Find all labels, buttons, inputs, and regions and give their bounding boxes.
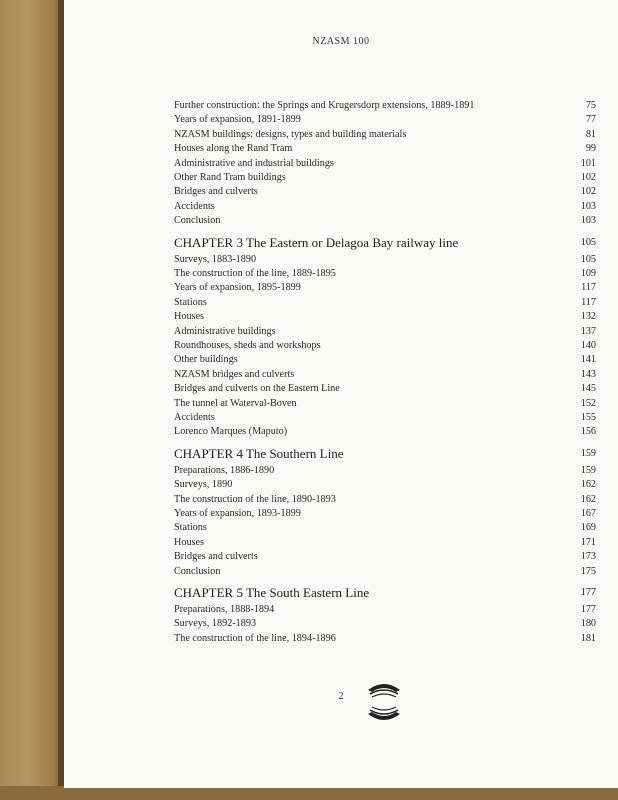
chapter-heading bbox=[174, 235, 596, 253]
entry-page: 103 bbox=[580, 215, 596, 227]
entry-page: 143 bbox=[580, 368, 596, 380]
chapter-title: CHAPTER 4 The Southern Line bbox=[174, 445, 344, 461]
entry-page: 175 bbox=[580, 565, 596, 577]
toc-entry bbox=[174, 426, 596, 440]
toc-entry bbox=[174, 551, 596, 565]
entry-title: Years of expansion, 1893-1899 bbox=[174, 508, 301, 519]
entry-page: 102 bbox=[580, 172, 596, 183]
toc-entry bbox=[174, 633, 596, 647]
entry-page: 105 bbox=[580, 236, 596, 248]
entry-title: Houses along the Rand Tram bbox=[174, 143, 293, 155]
entry-page: 159 bbox=[580, 464, 596, 476]
toc-entry bbox=[174, 114, 596, 128]
entry-page: 181 bbox=[580, 632, 596, 644]
toc-entry bbox=[174, 479, 596, 493]
entry-title: The construction of the line, 1894-1896 bbox=[174, 632, 336, 644]
toc-entry bbox=[174, 215, 596, 229]
toc-entry bbox=[174, 465, 596, 479]
entry-title: Bridges and culverts bbox=[174, 551, 258, 563]
entry-page: 117 bbox=[581, 296, 596, 308]
entry-page: 101 bbox=[580, 157, 596, 169]
entry-page: 103 bbox=[580, 200, 596, 212]
entry-title: Further construction: the Springs and Krugersdorp extensions, 1889-1891 bbox=[174, 100, 475, 111]
toc-entry bbox=[174, 398, 596, 412]
entry-page: 132 bbox=[580, 311, 596, 323]
entry-page: 162 bbox=[580, 493, 596, 505]
entry-page: 177 bbox=[580, 587, 596, 598]
entry-title: Roundhouses, sheds and workshops bbox=[174, 340, 321, 351]
entry-page: 169 bbox=[580, 522, 596, 534]
toc-entry bbox=[174, 369, 596, 383]
entry-title: Bridges and culverts bbox=[174, 186, 258, 198]
entry-title: Accidents bbox=[174, 412, 215, 423]
toc-entry bbox=[174, 100, 596, 114]
toc-entry bbox=[174, 522, 596, 536]
toc-entry bbox=[174, 618, 596, 632]
entry-page: 156 bbox=[580, 426, 596, 438]
entry-page: 117 bbox=[581, 282, 596, 294]
entry-page: 137 bbox=[580, 325, 596, 337]
entry-title: Bridges and culverts on the Eastern Line bbox=[174, 383, 340, 395]
entry-title: Houses bbox=[174, 536, 204, 548]
entry-page: 171 bbox=[580, 536, 596, 548]
page-bottom-edge bbox=[0, 786, 618, 800]
entry-title: Years of expansion, 1891-1899 bbox=[174, 114, 301, 126]
entry-title: Surveys, 1883-1890 bbox=[174, 253, 257, 265]
entry-title: The construction of the line, 1889-1895 bbox=[174, 268, 336, 279]
entry-page: 173 bbox=[580, 551, 596, 563]
toc-entry bbox=[174, 254, 596, 268]
entry-page: 81 bbox=[585, 128, 596, 140]
toc-entry bbox=[174, 340, 596, 354]
entry-title: Accidents bbox=[174, 200, 215, 212]
toc-entry bbox=[174, 129, 596, 143]
entry-page: 140 bbox=[580, 340, 596, 351]
entry-title: Other Rand Tram buildings bbox=[174, 172, 286, 183]
entry-title: Houses bbox=[174, 311, 204, 323]
entry-title: Conclusion bbox=[174, 215, 221, 227]
entry-title: Preparations, 1888-1894 bbox=[174, 604, 275, 615]
entry-title: Administrative and industrial buildings bbox=[174, 157, 334, 169]
toc-entry bbox=[174, 143, 596, 157]
entry-title: Stations bbox=[174, 522, 207, 534]
entry-title: The tunnel at Waterval-Boven bbox=[174, 397, 297, 409]
entry-title: NZASM bridges and culverts bbox=[174, 368, 295, 380]
toc-entry bbox=[174, 326, 596, 340]
entry-page: 180 bbox=[580, 618, 596, 630]
toc-entry bbox=[174, 311, 596, 325]
toc-entry bbox=[174, 383, 596, 397]
toc-entry bbox=[174, 297, 596, 311]
entry-page: 105 bbox=[580, 253, 596, 265]
entry-title: Administrative buildings bbox=[174, 325, 276, 337]
toc-entry bbox=[174, 537, 596, 551]
entry-page: 141 bbox=[580, 354, 596, 366]
chapter-title: CHAPTER 5 The South Eastern Line bbox=[174, 585, 370, 600]
page-number: 2 bbox=[338, 691, 344, 702]
entry-page: 152 bbox=[580, 397, 596, 409]
entry-title: NZASM buildings: designs, types and building materials bbox=[174, 128, 407, 140]
entry-title: Surveys, 1890 bbox=[174, 479, 233, 491]
entry-title: The construction of the line, 1890-1893 bbox=[174, 493, 336, 505]
entry-page: 159 bbox=[580, 447, 596, 459]
toc-entry bbox=[174, 354, 596, 368]
toc-entry bbox=[174, 268, 596, 282]
entry-page: 99 bbox=[585, 143, 596, 155]
entry-title: Stations bbox=[174, 296, 207, 308]
entry-page: 109 bbox=[580, 268, 596, 279]
toc-entry bbox=[174, 201, 596, 215]
entry-title: Lorenco Marques (Maputo) bbox=[174, 426, 288, 438]
entry-page: 167 bbox=[580, 508, 596, 519]
book-page bbox=[64, 0, 618, 788]
entry-page: 177 bbox=[580, 604, 596, 615]
toc-entry bbox=[174, 604, 596, 618]
entry-page: 102 bbox=[580, 186, 596, 198]
toc-entry bbox=[174, 508, 596, 522]
entry-page: 162 bbox=[580, 479, 596, 491]
toc-entry bbox=[174, 186, 596, 200]
toc-entry bbox=[174, 566, 596, 580]
entry-page: 145 bbox=[580, 383, 596, 395]
toc-entry bbox=[174, 172, 596, 186]
chapter-heading bbox=[174, 446, 596, 464]
toc-entry bbox=[174, 412, 596, 426]
running-header: NZASM 100 bbox=[312, 36, 370, 47]
toc-entry bbox=[174, 282, 596, 296]
chapter-title: CHAPTER 3 The Eastern or Delagoa Bay railway line bbox=[174, 234, 459, 250]
entry-title: Other buildings bbox=[174, 354, 238, 366]
entry-title: Years of expansion, 1895-1899 bbox=[174, 282, 301, 294]
toc-entry bbox=[174, 158, 596, 172]
entry-page: 155 bbox=[580, 412, 596, 423]
chapter-heading bbox=[174, 585, 596, 603]
entry-title: Conclusion bbox=[174, 565, 221, 577]
ornament-icon bbox=[366, 680, 402, 724]
entry-title: Surveys, 1892-1893 bbox=[174, 618, 257, 630]
entry-page: 77 bbox=[585, 114, 596, 126]
entry-title: Preparations, 1886-1890 bbox=[174, 464, 275, 476]
book-binding bbox=[0, 0, 62, 800]
toc-entry bbox=[174, 494, 596, 508]
entry-page: 75 bbox=[585, 100, 596, 111]
